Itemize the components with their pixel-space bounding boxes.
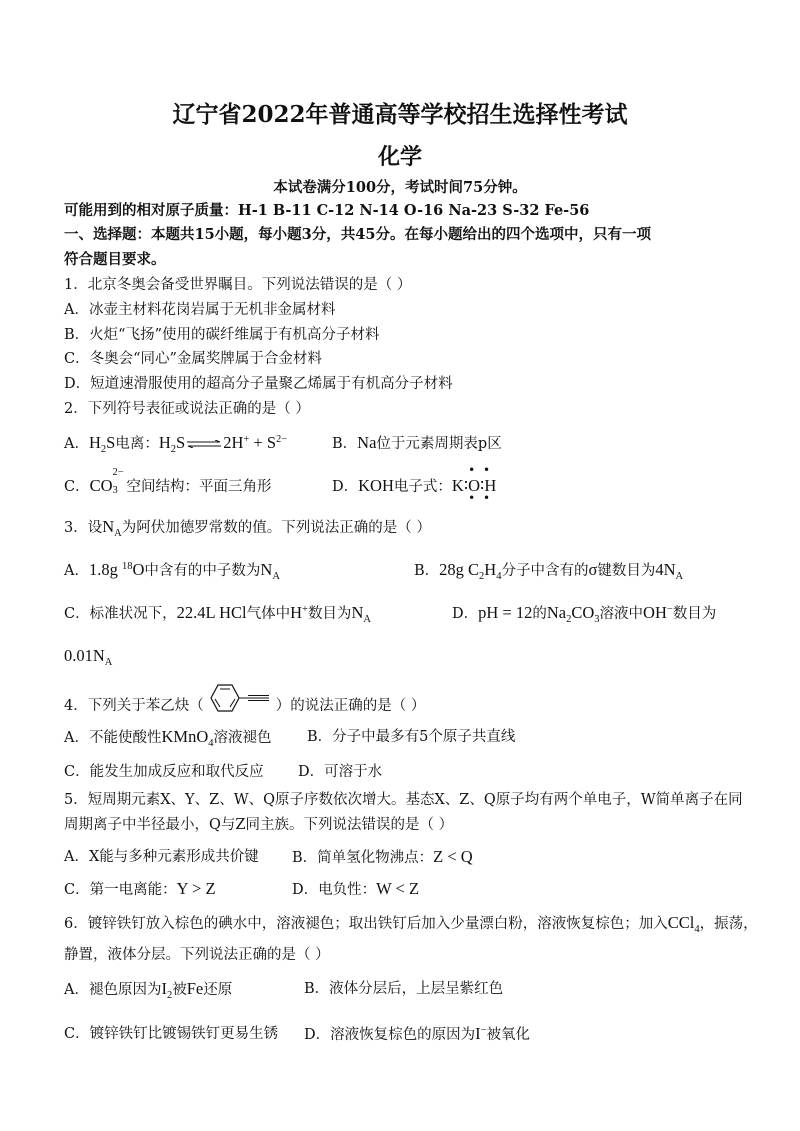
q3-b-n: 4N [655,560,676,579]
q3-stem [64,517,431,538]
q6-d-pre: D．溶液恢复棕色的原因为 [304,1027,476,1043]
q3-b-sub1: 2 [479,570,485,582]
q3-option-a [64,560,280,581]
q3-c-prefix: C．标准状况下， [64,606,177,622]
q3-b-sigma: σ [588,560,598,579]
q3-b-prefix: B． [414,563,440,579]
q2-b-text: 位于元素周期表p区 [376,436,502,452]
q3-d-co: CO [571,603,595,622]
q4-option-c: C．能发生加成反应和取代反应 [64,764,264,780]
q6-a-mid: 被 [172,982,187,998]
q5-option-b [292,847,473,868]
q6-option-a [64,979,232,1000]
q4-stem [64,696,425,716]
q5-stem-line2: 周期离子中半径最小，Q与Z同主族。下列说法错误的是（ ） [64,817,454,833]
q2-d-dots-top: • • [468,463,493,477]
q5-option-d [292,879,419,900]
q3-b-mass: 28g C [439,560,480,579]
q3-d-value: 0.01N [64,646,105,665]
q3-stem-pre: 3．设 [64,520,103,536]
section-heading-line1: 一、选择题：本题共15小题，每小题3分，共45分。在每小题给出的四个选项中，只有一项 [64,226,651,243]
q2-d-k: K [451,476,464,495]
q3-c-text: 气体中 [246,606,291,622]
q6-option-b: B．液体分层后，上层呈紫红色 [304,981,504,997]
q6-option-d [304,1024,530,1045]
q3-a-isotope: 18 [121,561,133,573]
q2-c-prefix: C． [64,479,90,495]
q5-c-formula: Y > Z [176,879,216,898]
q2-a-label: 电离： [115,436,159,452]
q6-a-i: I [161,979,167,998]
q6-stem-ccl: CCl [667,913,695,932]
q3-d-na: Na [546,603,567,622]
q2-d-prefix: D． [332,479,359,495]
q2-b-prefix: B． [332,436,358,452]
q4-a-post: 溶液褪色 [213,730,272,746]
q4-option-d: D．可溶于水 [298,764,383,780]
q2-a-prod2: + S [249,433,277,452]
q4-a-pre: A．不能使酸性 [64,730,162,746]
q3-option-d-cont [64,646,112,667]
q3-stem-a: A [114,527,122,539]
q2-a-h: H [88,433,101,452]
q3-c-n: N [351,603,364,622]
q3-d-value-a: A [104,656,113,668]
q3-d-ph: pH = 12 [478,603,533,622]
q2-stem: 2．下列符号表征或说法正确的是（ ） [64,401,310,417]
q4-a-kmno: KMnO [161,727,209,746]
q3-stem-post: 为阿伏加德罗常数的值。下列说法正确的是（ ） [121,520,431,536]
q3-b-text2: 键数目为 [597,563,656,579]
q2-a-s: S [106,433,116,452]
q3-stem-n: N [102,517,115,536]
q2-d-colon-right: ∶ [480,476,485,495]
q1-option-a: A．冰壶主材料花岗岩属于无机非金属材料 [64,302,336,318]
q3-c-plus: + [302,604,308,616]
q3-a-a: A [272,570,280,582]
q1-option-d: D．短道速滑服使用的超高分子量聚乙烯属于有机高分子材料 [64,376,453,392]
q3-a-o: O [132,560,145,579]
q2-a-eq-sub: 2 [170,443,177,455]
section-heading-line2: 符合题目要求。 [64,251,166,268]
q2-d-h: H [484,476,497,495]
q3-option-d [452,603,716,624]
q3-option-b [414,560,683,581]
q5-d-formula: W < Z [376,879,420,898]
q5-d-pre: D．电负性： [292,882,377,898]
q6-a-pre: A．褪色原因为 [64,982,162,998]
q2-a-sub: 2 [100,443,107,455]
q6-a-post: 还原 [203,982,233,998]
q5-b-pre: B．简单氢化物沸点： [292,850,434,866]
q3-d-text3: 数目为 [672,606,717,622]
q5-stem-line1: 5．短周期元素X、Y、Z、W、Q原子序数依次增大。基态X、Z、Q原子均有两个单电子，W简单离子在同 [64,792,743,808]
q3-d-sub1: 2 [566,613,572,625]
q3-c-text2: 数目为 [307,606,352,622]
q3-c-a: A [363,613,371,625]
q2-option-c: C．CO 2− 3 空间结构：平面三角形 [64,467,272,496]
q1-option-b: B．火炬“飞扬”使用的碳纤维属于有机高分子材料 [64,327,380,343]
q6-d-i: I [475,1024,481,1043]
q2-d-o: O [468,476,481,495]
exam-info: 本试卷满分100分，考试时间75分钟。 [273,179,527,196]
q2-option-b [332,433,502,454]
q1-option-c: C．冬奥会“同心”金属奖牌属于合金材料 [64,351,322,367]
q3-d-prefix: D． [452,606,479,622]
q4-stem-post: ）的说法正确的是（ ） [275,698,426,714]
q3-b-sub2: 4 [496,570,502,582]
q6-d-minus: − [480,1025,487,1037]
q2-a-prod1: 2H [223,433,244,452]
q3-b-a: A [675,570,684,582]
q2-d-text: 电子式： [393,479,452,495]
q2-a-prefix: A． [64,436,89,452]
q6-a-sub: 2 [166,989,173,1001]
q3-d-text: 的 [532,606,547,622]
q5-b-formula: Z < Q [433,847,473,866]
q4-option-b: B．分子中最多有5个原子共直线 [307,729,516,745]
q2-d-koh: KOH [358,476,394,495]
q3-d-sub2: 3 [594,613,600,625]
q3-option-c [64,603,371,624]
subject-title: 化学 [377,144,422,170]
q6-stem-line2: 静置，液体分层。下列说法正确的是（ ） [64,947,330,963]
q3-a-n: N [260,560,273,579]
q6-d-post: 被氧化 [486,1027,531,1043]
q2-a-eq-s: S [176,433,186,452]
q6-stem-line1 [64,913,758,934]
q2-a-charge: 2− [276,434,288,446]
q5-option-c [64,879,216,900]
phenylacetylene-structure-icon [204,682,276,716]
q3-d-oh: OH [643,603,667,622]
q1-stem: 1．北京冬奥会备受世界瞩目。下列说法错误的是（ ） [64,277,412,293]
q2-b-na: Na [357,433,377,452]
exam-title: 辽宁省2022年普通高等学校招生选择性考试 [172,101,628,128]
q3-b-h: H [484,560,497,579]
q3-b-text: 分子中含有的 [501,563,589,579]
q5-option-a: A．X能与多种元素形成共价键 [64,849,259,865]
q2-c-text: 空间结构：平面三角形 [126,479,272,495]
q4-a-sub: 4 [208,737,214,749]
atomic-masses: 可能用到的相对原子质量：H-1 B-11 C-12 N-14 O-16 Na-23 S-32 Fe-56 [64,202,590,219]
q6-option-c: C．镀锌铁钉比镀锡铁钉更易生锈 [64,1026,279,1042]
q6-a-fe: Fe [186,979,204,998]
q2-a-eq-h: H [158,433,171,452]
q4-stem-pre: 4．下列关于苯乙炔（ [64,698,204,714]
q2-c-co: CO [89,476,113,495]
q3-c-h: H [290,603,303,622]
equilibrium-arrow-icon [186,440,222,448]
q3-d-minus: − [666,604,673,616]
q3-a-text: 中含有的中子数为 [144,563,261,579]
q4-option-a [64,727,272,748]
q6-stem-pre: 6．镀锌铁钉放入棕色的碘水中，溶液褪色；取出铁钉后加入少量漂白粉，溶液恢复棕色；加入 [64,916,668,932]
q2-d-dots-bottom: • • [468,491,493,505]
q5-c-pre: C．第一电离能： [64,882,177,898]
q2-option-d [332,463,497,505]
q6-stem-post: ，振荡， [699,916,758,932]
q2-option-a [64,433,287,454]
q3-a-prefix: A． [64,563,89,579]
q6-stem-sub: 4 [694,923,700,935]
q3-c-mass: 22.4L HCl [176,603,247,622]
q2-d-colon-left: ∶ [463,476,469,495]
q3-d-text2: 溶液中 [599,606,644,622]
q2-a-plus: + [243,434,250,446]
q3-a-mass: 1.8g [88,560,122,579]
